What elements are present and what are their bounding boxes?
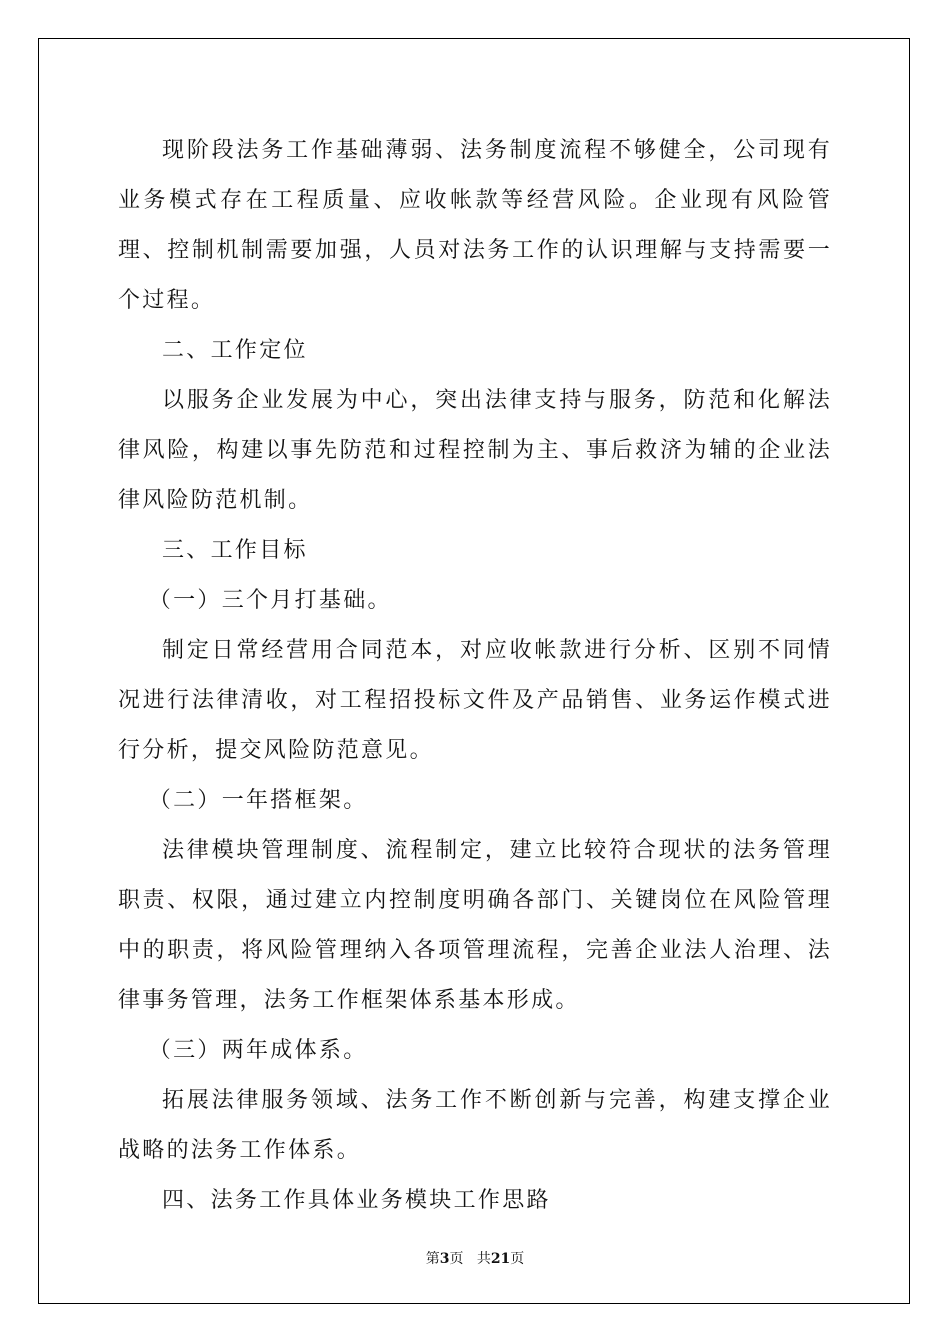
paragraph: 现阶段法务工作基础薄弱、法务制度流程不够健全，公司现有业务模式存在工程质量、应收帐款等经营风险。企业现有风险管理、控制机制需要加强，人员对法务工作的认识理解与支持需要一个过程。	[118, 138, 832, 313]
paragraph: 制定日常经营用合同范本，对应收帐款进行分析、区别不同情况进行法律清收，对工程招投标文件及产品销售、业务运作模式进行分析，提交风险防范意见。	[118, 638, 832, 763]
section-heading: 三、工作目标	[162, 538, 308, 563]
current-page-number: 3	[439, 1251, 450, 1267]
section-heading: 二、工作定位	[162, 338, 308, 363]
section-heading: 四、法务工作具体业务模块工作思路	[162, 1188, 551, 1213]
paragraph: 法律模块管理制度、流程制定，建立比较符合现状的法务管理职责、权限，通过建立内控制度明确各部门、关键岗位在风险管理中的职责，将风险管理纳入各项管理流程，完善企业法人治理、法律事务管理，法务工作框架体系基本形成。	[118, 838, 832, 1013]
total-page-number: 21	[490, 1251, 511, 1267]
paragraph: 拓展法律服务领域、法务工作不断创新与完善，构建支撑企业战略的法务工作体系。	[118, 1088, 832, 1163]
footer-prefix: 第	[425, 1251, 440, 1267]
document-body	[118, 126, 832, 1226]
subsection-heading: （一）三个月打基础。	[148, 588, 392, 613]
page-footer	[0, 1248, 950, 1268]
footer-total-prefix: 共	[476, 1251, 491, 1267]
subsection-heading: （三）两年成体系。	[148, 1038, 368, 1063]
footer-total-suffix: 页	[510, 1251, 525, 1267]
subsection-heading: （二）一年搭框架。	[148, 788, 368, 813]
paragraph: 以服务企业发展为中心，突出法律支持与服务，防范和化解法律风险，构建以事先防范和过程控制为主、事后救济为辅的企业法律风险防范机制。	[118, 388, 832, 513]
footer-page-suffix: 页	[449, 1251, 464, 1267]
